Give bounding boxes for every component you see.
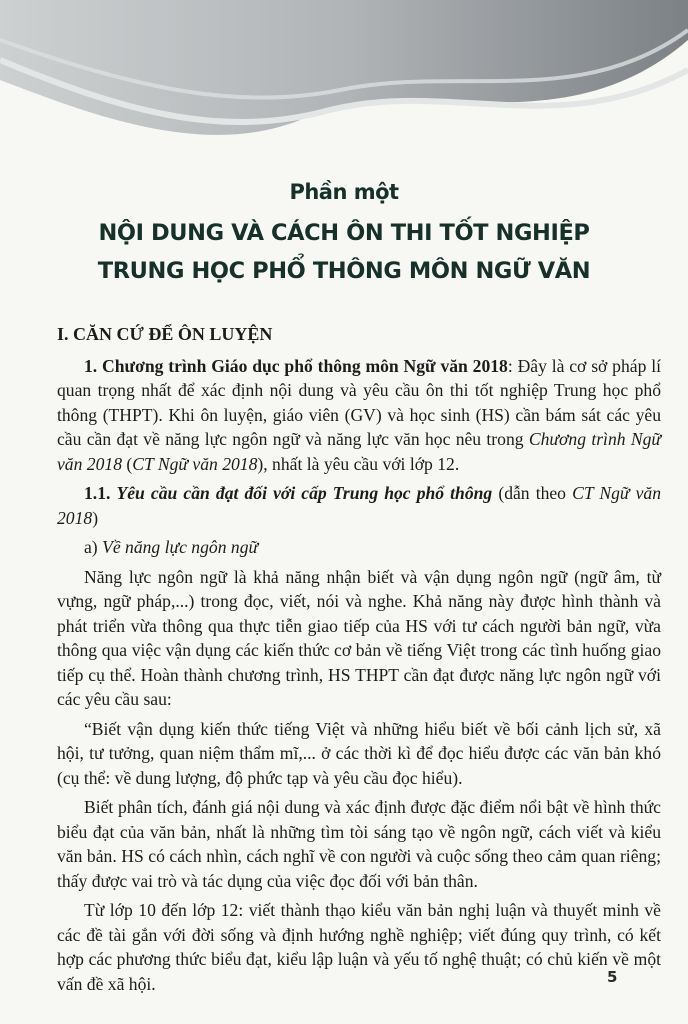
- italic-text: CT Ngữ văn 2018: [57, 483, 662, 528]
- text: ), nhất là yêu cầu với lớp 12.: [257, 453, 460, 474]
- paragraph: Từ lớp 10 đến lớp 12: viết thành thạo kiểu văn bản nghị luận và thuyết minh về các đề tài gắn với đời sống và định hướng nghề nghiệp; viết đúng quy trình, có kết hợp các phương thức biểu đạt, kiểu lập luận và yếu tố nghệ thuật; có chủ kiến về một vấn đề xã hội.: [57, 900, 661, 994]
- text: ): [92, 507, 99, 528]
- paragraph: Biết phân tích, đánh giá nội dung và xác định được đặc điểm nổi bật về hình thức biểu đạt của văn bản, nhất là những tìm tòi sáng tạo về ngôn ngữ, cách viết và kiểu văn bản. HS có cách nhìn, cách nghĩ về con người và cuộc sống theo cảm quan riêng; thấy được vai trò và tác dụng của việc đọc đối với bản thân.: [57, 797, 661, 891]
- chapter-title-line-1: NỘI DUNG VÀ CÁCH ÔN THI TỐT NGHIỆP: [98, 220, 590, 246]
- part-label: Phần một: [289, 180, 399, 204]
- text: (dẫn theo: [492, 483, 573, 503]
- text: a): [84, 537, 103, 557]
- paragraph: [57, 354, 661, 477]
- italic-text: CT Ngữ văn 2018: [132, 453, 258, 474]
- subheading-a: [57, 535, 661, 560]
- subheading: [57, 481, 661, 530]
- body-text: [57, 322, 661, 1001]
- italic-text: Về năng lực ngôn ngữ: [102, 537, 259, 557]
- section-heading: I. CĂN CỨ ĐỂ ÔN LUYỆN: [57, 324, 273, 344]
- subheading-title: Yêu cầu cần đạt đối với cấp Trung học phổ thông: [116, 483, 493, 503]
- subheading-number: 1.1.: [84, 483, 117, 503]
- quote-paragraph: “Biết vận dụng kiến thức tiếng Việt và những hiểu biết về bối cảnh lịch sử, xã hội, tư tưởng, quan niệm thẩm mĩ,... ở các thời kì để đọc hiểu được các văn bản khó (cụ thể: về dung lượng, độ phức tạp và yêu cầu đọc hiểu).: [57, 718, 661, 788]
- decorative-wave-banner: [0, 0, 688, 160]
- bold-lead: 1. Chương trình Giáo dục phổ thông môn Ngữ văn 2018: [84, 355, 508, 376]
- chapter-title-line-2: TRUNG HỌC PHỔ THÔNG MÔN NGỮ VĂN: [97, 258, 591, 284]
- paragraph: Năng lực ngôn ngữ là khả năng nhận biết và vận dụng ngôn ngữ (ngữ âm, từ vựng, ngữ pháp,...) trong đọc, viết, nói và nghe. Khả năng này được hình thành và phát triển vừa thông qua thực tiễn giao tiếp của HS với tư cách người bản ngữ, vừa thông qua việc vận dụng các kiến thức cơ bản về tiếng Việt trong các tình huống giao tiếp cụ thể. Hoàn thành chương trình, HS THPT cần đạt được năng lực ngôn ngữ với các yêu cầu sau:: [57, 566, 661, 709]
- text: : Đây là cơ sở pháp lí quan trọng nhất để xác định nội dung và yêu cầu ôn thi tốt nghiệp Trung học phổ thông (THPT). Khi ôn luyện, giáo viên (GV) và học sinh (HS) cần bám sát các yêu cầu cần đạt về năng lực ngôn ngữ và năng lực văn học nêu trong: [57, 355, 661, 449]
- text: (: [122, 453, 133, 474]
- italic-text: Chương trình Ngữ văn 2018: [57, 429, 661, 474]
- page-number: 5: [607, 968, 618, 986]
